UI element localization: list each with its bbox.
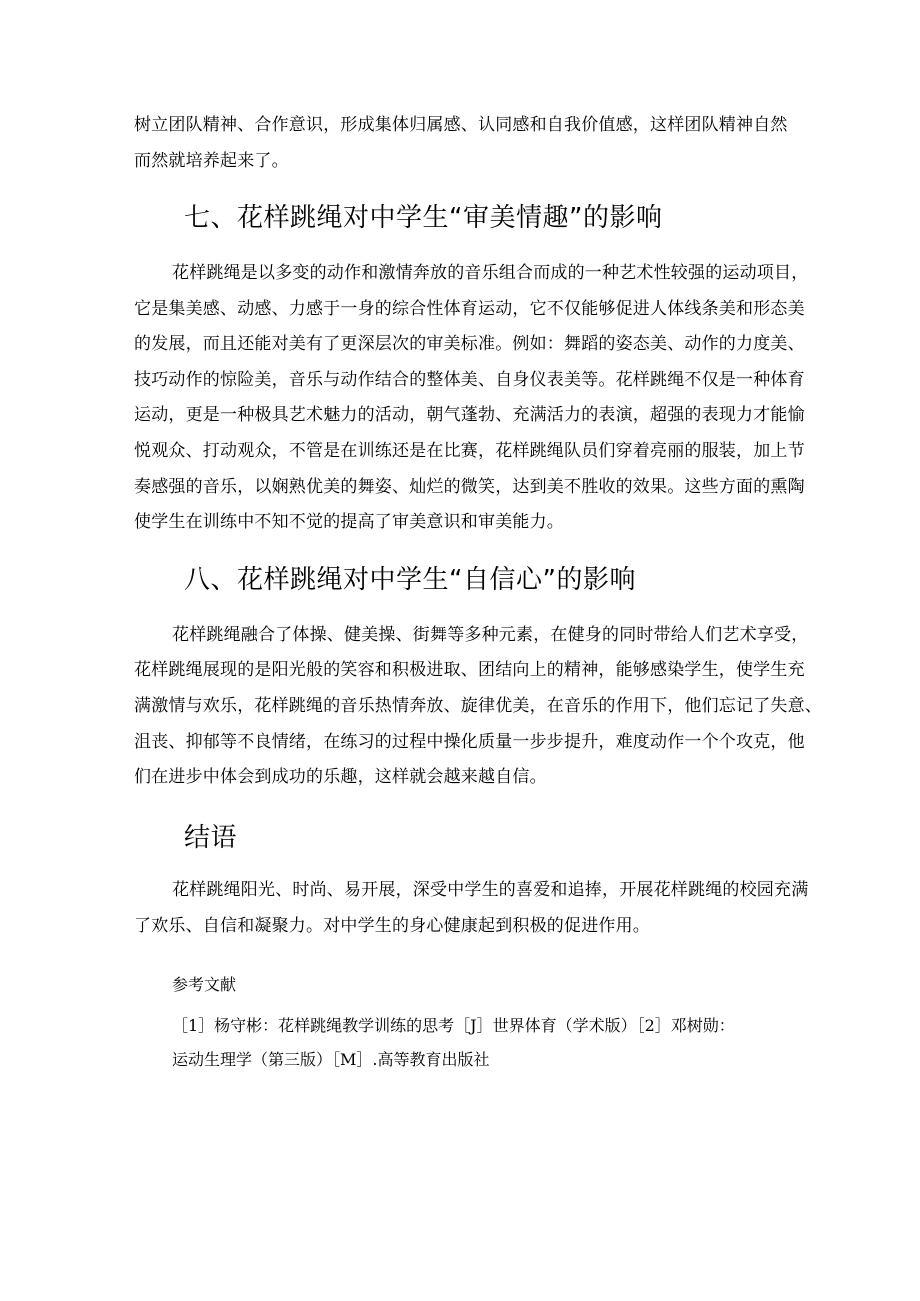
section-8-line-3: 满激情与欢乐，花样跳绳的音乐热情奔放、旋律优美，在音乐的作用下，他们忘记了失意、 <box>134 696 822 716</box>
conclusion-heading: 结语 <box>184 823 238 853</box>
section-8-line-1: 花样跳绳融合了体操、健美操、街舞等多种元素，在健身的同时带给人们艺术享受， <box>172 625 809 645</box>
section-8-line-2: 花样跳绳展现的是阳光般的笑容和积极进取、团结向上的精神，能够感染学生，使学生充 <box>134 660 805 680</box>
section-7-line-3: 的发展，而且还能对美有了更深层次的审美标准。例如：舞蹈的姿态美、动作的力度美、 <box>134 334 805 354</box>
section-7-line-8: 使学生在训练中不知不觉的提高了审美意识和审美能力。 <box>134 512 564 532</box>
section-7-heading: 七、花样跳绳对中学生“审美情趣”的影响 <box>184 203 663 233</box>
section-7-line-7: 奏感强的音乐，以娴熟优美的舞姿、灿烂的微笑，达到美不胜收的效果。这些方面的熏陶 <box>134 477 805 497</box>
references-title: 参考文献 <box>172 975 237 994</box>
reference-line-1: ［1］杨守彬：花样跳绳教学训练的思考［J］世界体育（学术版）［2］邓树勋： <box>172 1016 735 1035</box>
section-8-line-5: 们在进步中体会到成功的乐趣，这样就会越来越自信。 <box>134 767 547 787</box>
conclusion-line-1: 花样跳绳阳光、时尚、易开展，深受中学生的喜爱和追捧，开展花样跳绳的校园充满 <box>172 880 809 900</box>
section-7-line-2: 它是集美感、动感、力感于一身的综合性体育运动，它不仅能够促进人体线条美和形态美 <box>134 299 805 319</box>
intro-line-1: 树立团队精神、合作意识，形成集体归属感、认同感和自我价值感，这样团队精神自然 <box>134 115 788 135</box>
section-7-line-5: 运动，更是一种极具艺术魅力的活动，朝气蓬勃、充满活力的表演，超强的表现力才能愉 <box>134 405 805 425</box>
section-7-line-1: 花样跳绳是以多变的动作和激情奔放的音乐组合而成的一种艺术性较强的运动项目， <box>172 263 809 283</box>
section-8-line-4: 沮丧、抑郁等不良情绪，在练习的过程中操化质量一步步提升，难度动作一个个攻克，他 <box>134 732 805 752</box>
intro-line-2: 而然就培养起来了。 <box>134 151 289 171</box>
section-7-line-4: 技巧动作的惊险美，音乐与动作结合的整体美、自身仪表美等。花样跳绳不仅是一种体育 <box>134 370 805 390</box>
section-8-heading: 八、花样跳绳对中学生“自信心”的影响 <box>184 565 636 595</box>
conclusion-line-2: 了欢乐、自信和凝聚力。对中学生的身心健康起到积极的促进作用。 <box>134 916 650 936</box>
reference-line-2: 运动生理学（第三版）［M］.高等教育出版社 <box>172 1050 490 1069</box>
section-7-line-6: 悦观众、打动观众，不管是在训练还是在比赛，花样跳绳队员们穿着亮丽的服装，加上节 <box>134 441 805 461</box>
